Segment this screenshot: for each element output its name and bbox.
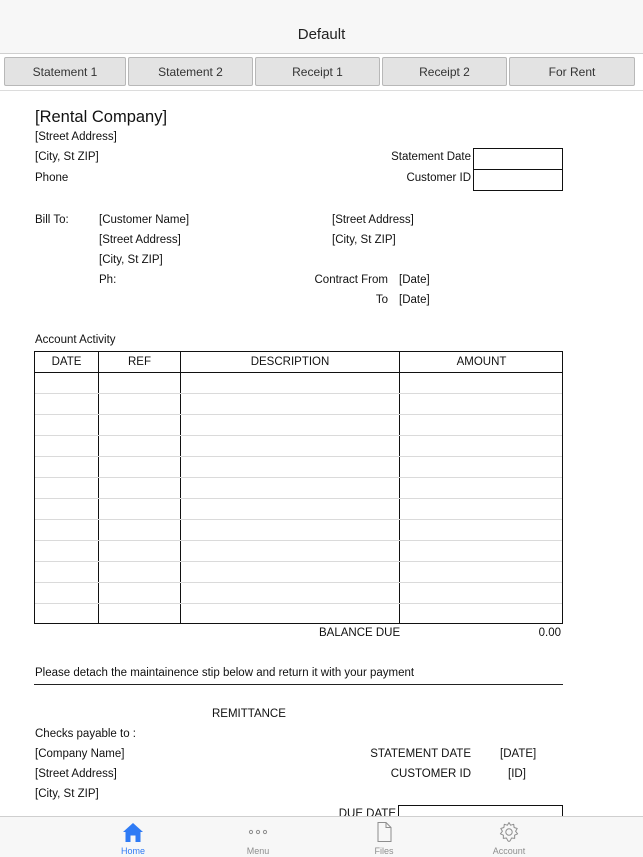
tab-receipt-1[interactable]: Receipt 1 — [255, 57, 380, 86]
tab-for-rent[interactable]: For Rent — [509, 57, 635, 86]
customer-city[interactable]: [City, St ZIP] — [99, 254, 163, 266]
remit-city[interactable]: [City, St ZIP] — [35, 788, 99, 800]
table-row[interactable] — [35, 561, 562, 562]
contract-to-date[interactable]: [Date] — [399, 294, 430, 306]
statement-date-label: Statement Date — [391, 151, 471, 163]
column-header-description: DESCRIPTION — [250, 356, 330, 368]
header-divider — [35, 372, 562, 373]
customer-phone-label[interactable]: Ph: — [99, 274, 117, 286]
remit-statement-date-label: STATEMENT DATE — [370, 748, 471, 760]
property-city[interactable]: [City, St ZIP] — [332, 234, 396, 246]
tab-receipt-2[interactable]: Receipt 2 — [382, 57, 507, 86]
table-row[interactable] — [35, 414, 562, 415]
detach-divider — [34, 684, 563, 685]
company-name[interactable]: [Rental Company] — [35, 108, 168, 126]
tab-account-label: Account — [492, 846, 526, 856]
file-icon — [372, 821, 396, 843]
due-date-field[interactable] — [398, 805, 563, 816]
column-header-ref: REF — [128, 356, 151, 368]
nav-title: Default — [297, 26, 346, 43]
customer-id-label: Customer ID — [406, 172, 471, 184]
tab-statement-2[interactable]: Statement 2 — [128, 57, 253, 86]
tab-account[interactable] — [469, 817, 549, 857]
table-row[interactable] — [35, 435, 562, 436]
property-street[interactable]: [Street Address] — [332, 214, 414, 226]
remit-customer-id-value[interactable]: [ID] — [508, 768, 526, 780]
table-row[interactable] — [35, 540, 562, 541]
remittance-title: REMITTANCE — [212, 708, 286, 720]
table-row[interactable] — [35, 477, 562, 478]
table-row[interactable] — [35, 393, 562, 394]
table-row[interactable] — [35, 498, 562, 499]
company-city[interactable]: [City, St ZIP] — [35, 151, 99, 163]
template-tabs — [4, 57, 635, 86]
account-activity-title: Account Activity — [35, 334, 116, 346]
remit-customer-id-label: CUSTOMER ID — [390, 768, 471, 780]
navigation-bar — [0, 0, 643, 54]
company-street[interactable]: [Street Address] — [35, 131, 117, 143]
contract-from-label: Contract From — [314, 274, 388, 286]
contract-from-date[interactable]: [Date] — [399, 274, 430, 286]
tab-menu-label: Menu — [246, 846, 270, 856]
home-icon — [121, 821, 145, 843]
activity-table[interactable] — [34, 351, 563, 624]
column-header-date: DATE — [51, 356, 82, 368]
table-row[interactable] — [35, 603, 562, 604]
column-header-amount: AMOUNT — [456, 356, 507, 368]
tab-home-label: Home — [120, 846, 145, 856]
remit-company-name[interactable]: [Company Name] — [35, 748, 125, 760]
company-phone[interactable]: Phone — [35, 172, 69, 184]
table-row[interactable] — [35, 519, 562, 520]
statement-date-field[interactable] — [473, 148, 563, 170]
detach-note: Please detach the maintainence stip below and return it with your payment — [35, 667, 415, 679]
tab-menu[interactable] — [218, 817, 298, 857]
customer-name[interactable]: [Customer Name] — [99, 214, 190, 226]
remit-statement-date-value[interactable]: [DATE] — [500, 748, 537, 760]
table-row[interactable] — [35, 456, 562, 457]
bill-to-label: Bill To: — [35, 214, 69, 226]
more-icon — [246, 821, 270, 843]
tab-home[interactable] — [93, 817, 173, 857]
customer-id-field[interactable] — [473, 169, 563, 191]
due-date-label: DUE DATE — [338, 808, 396, 816]
contract-to-label: To — [375, 294, 388, 306]
statement-document[interactable] — [0, 91, 643, 816]
tab-statement-1[interactable]: Statement 1 — [4, 57, 126, 86]
tab-files-label: Files — [374, 846, 394, 856]
customer-street[interactable]: [Street Address] — [99, 234, 181, 246]
tab-files[interactable] — [344, 817, 424, 857]
table-row[interactable] — [35, 582, 562, 583]
bottom-tab-bar — [0, 816, 643, 857]
gear-icon — [497, 821, 521, 843]
remit-street[interactable]: [Street Address] — [35, 768, 117, 780]
balance-due-label: BALANCE DUE — [319, 627, 401, 639]
checks-payable-label: Checks payable to : — [35, 728, 137, 740]
balance-due-value: 0.00 — [538, 627, 561, 639]
